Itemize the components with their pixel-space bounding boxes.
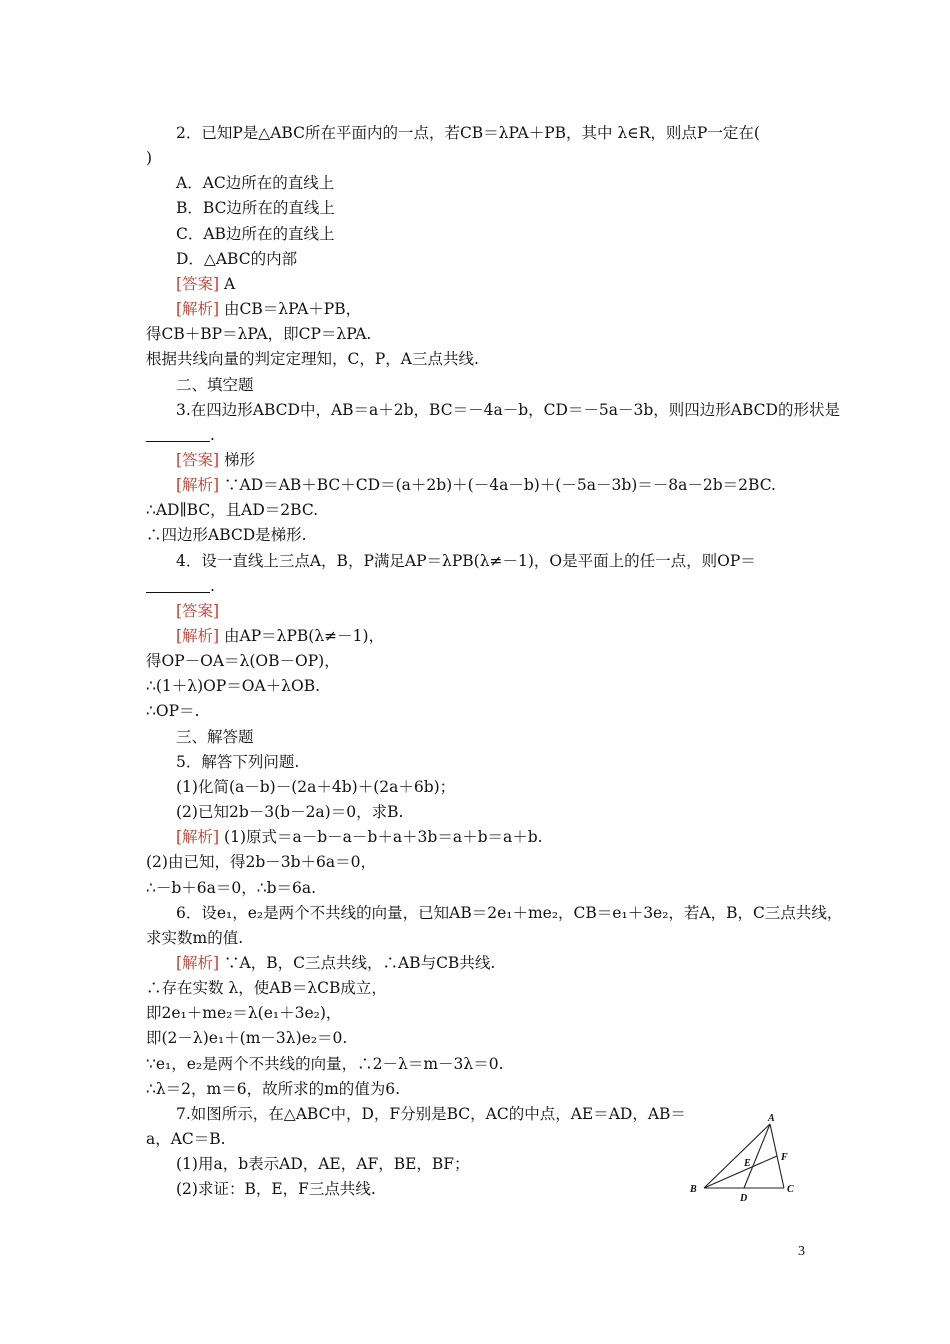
line-text: (2)由已知，得2b－3b＋6a＝0，	[146, 853, 376, 872]
text-line	[176, 726, 254, 748]
text-line	[146, 851, 376, 873]
line-text: (2)求证：B，E，F三点共线.	[176, 1180, 376, 1199]
line-text: A	[219, 274, 236, 293]
line-text: ∵e₁，e₂是两个不共线的向量，∴2－λ＝m－3λ＝0.	[146, 1054, 504, 1073]
answer-tag: [解析]	[176, 627, 220, 645]
line-text: (1)化简(a－b)－(2a＋4b)＋(2a＋6b)；	[176, 777, 456, 796]
line-text: ∴(1＋λ)OP＝OA＋λOB.	[146, 677, 321, 696]
text-line	[176, 223, 334, 245]
text-line	[146, 499, 318, 521]
line-text: a，AC＝B.	[146, 1130, 226, 1148]
line-text: )	[146, 149, 153, 168]
fill-blank	[146, 426, 210, 442]
line-text: ∴－b＋6a＝0，∴b＝6a.	[146, 878, 317, 897]
fill-blank	[146, 577, 210, 593]
line-text: B．BC边所在的直线上	[176, 199, 335, 218]
label-D: D	[740, 1193, 748, 1204]
text-line	[176, 298, 361, 320]
line-text: C．AB边所在的直线上	[176, 224, 335, 243]
answer-tag: [解析]	[176, 953, 220, 972]
line-text: 根据共线向量的判定定理知，C，P，A三点共线.	[146, 350, 479, 369]
text-line	[146, 348, 479, 370]
segment-AD	[744, 1124, 770, 1188]
line-text: 3.在四边形ABCD中，AB＝a＋2b，BC＝－4a－b，CD＝－5a－3b，则四边形ABCD的形状是	[176, 400, 840, 419]
text-line	[146, 424, 215, 446]
answer-tag: [答案]	[176, 601, 220, 620]
text-line	[146, 147, 152, 169]
line-text: 得OP－OA＝λ(OB－OP)，	[146, 652, 340, 671]
text-line	[146, 1128, 226, 1150]
line-text: (2)已知2b－3(b－2a)＝0，求B.	[176, 803, 404, 822]
line-text: 由CB＝λPA＋PB，	[219, 300, 362, 319]
text-line	[176, 826, 543, 848]
line-text: 5．解答下列问题.	[176, 752, 300, 771]
text-line	[176, 600, 219, 622]
text-line	[146, 1002, 341, 1024]
text-line	[146, 675, 320, 697]
text-line	[176, 197, 335, 219]
line-text: 6．设e₁，e₂是两个不共线的向量，已知AB＝2e₁＋me₂，CB＝e₁＋3e₂，若A，B，C三点共线，	[176, 903, 843, 922]
text-line	[176, 1153, 470, 1175]
text-line	[146, 1053, 504, 1075]
line-text: 7.如图所示，在△ABC中，D，F分别是BC，AC的中点，AE＝AD，AB＝	[176, 1104, 686, 1123]
label-C: C	[787, 1184, 794, 1195]
text-line	[146, 877, 316, 899]
segment-BF	[704, 1156, 777, 1188]
line-text: D．△ABC的内部	[176, 249, 298, 268]
text-line	[146, 700, 199, 722]
text-line	[176, 248, 297, 270]
line-text: 由AP＝λPB(λ≠－1)，	[219, 627, 385, 645]
line-text: 即2e₁＋me₂＝λ(e₁＋3e₂)，	[146, 1004, 342, 1023]
answer-tag: [解析]	[176, 476, 220, 495]
text-line	[176, 776, 455, 798]
line-text: 4．设一直线上三点A，B，P满足AP＝λPB(λ≠－1)，O是平面上的任一点，则OP＝	[176, 551, 756, 570]
text-line	[176, 751, 299, 773]
text-line	[176, 625, 384, 647]
line-text: ∴AD∥BC，且AD＝2BC.	[146, 501, 319, 520]
answer-tag: [答案]	[176, 450, 220, 469]
triangle-figure	[684, 1112, 804, 1204]
line-text: ∴存在实数 λ，使AB＝λCB成立，	[146, 979, 387, 998]
text-line	[176, 374, 254, 396]
text-line	[176, 952, 495, 974]
text-line	[176, 273, 235, 295]
line-text: 三、解答题	[176, 727, 254, 746]
text-line	[176, 474, 776, 496]
label-F: F	[781, 1152, 788, 1163]
text-line	[176, 172, 334, 194]
text-line	[146, 927, 243, 949]
answer-tag: [解析]	[176, 828, 220, 847]
text-line	[176, 550, 756, 572]
line-text: (1)用a，b表示AD，AE，AF，BE，BF；	[176, 1155, 470, 1174]
label-E: E	[744, 1158, 751, 1169]
answer-tag: [答案]	[176, 274, 220, 293]
page-number: 3	[798, 1244, 805, 1259]
line-text: ∵AD＝AB＋BC＋CD＝(a＋2b)＋(－4a－b)＋(－5a－3b)＝－8a－2b＝2BC.	[219, 476, 776, 495]
line-text: .	[210, 576, 215, 595]
line-text: 梯形	[219, 450, 256, 469]
line-text: ∴λ＝2，m＝6，故所求的m的值为6.	[146, 1079, 401, 1098]
line-text: 即(2－λ)e₁＋(m－3λ)e₂＝0.	[146, 1029, 348, 1048]
answer-tag: [解析]	[176, 300, 220, 319]
label-A: A	[768, 1113, 775, 1124]
text-line	[176, 902, 842, 924]
line-text: .	[210, 425, 215, 444]
line-text: ∴四边形ABCD是梯形.	[146, 526, 307, 545]
text-line	[176, 1178, 376, 1200]
text-line	[146, 524, 307, 546]
line-text: A．AC边所在的直线上	[176, 174, 335, 193]
text-line	[176, 801, 403, 823]
text-line	[146, 1078, 400, 1100]
text-line	[176, 122, 760, 144]
text-line	[146, 650, 340, 672]
text-line	[146, 323, 371, 345]
text-line	[176, 1103, 686, 1125]
line-text: 得CB＋BP＝λPA，即CP＝λPA.	[146, 325, 372, 344]
line-text: 求实数m的值.	[146, 928, 244, 947]
text-line	[146, 977, 387, 999]
line-text: 二、填空题	[176, 375, 254, 394]
label-B: B	[690, 1184, 697, 1195]
line-text: 2．已知P是△ABC所在平面内的一点，若CB＝λPA＋PB，其中 λ∈R，则点P一定在(	[176, 124, 760, 142]
line-text: ∵A，B，C三点共线，∴AB与CB共线.	[219, 953, 496, 972]
text-line	[146, 575, 215, 597]
text-line	[176, 399, 840, 421]
line-text: ∴OP＝.	[146, 702, 200, 721]
text-line	[146, 1027, 347, 1049]
text-line	[176, 449, 255, 471]
segment-AB	[704, 1124, 770, 1188]
line-text: (1)原式＝a－b－a－b＋a＋3b＝a＋b＝a＋b.	[219, 828, 543, 847]
